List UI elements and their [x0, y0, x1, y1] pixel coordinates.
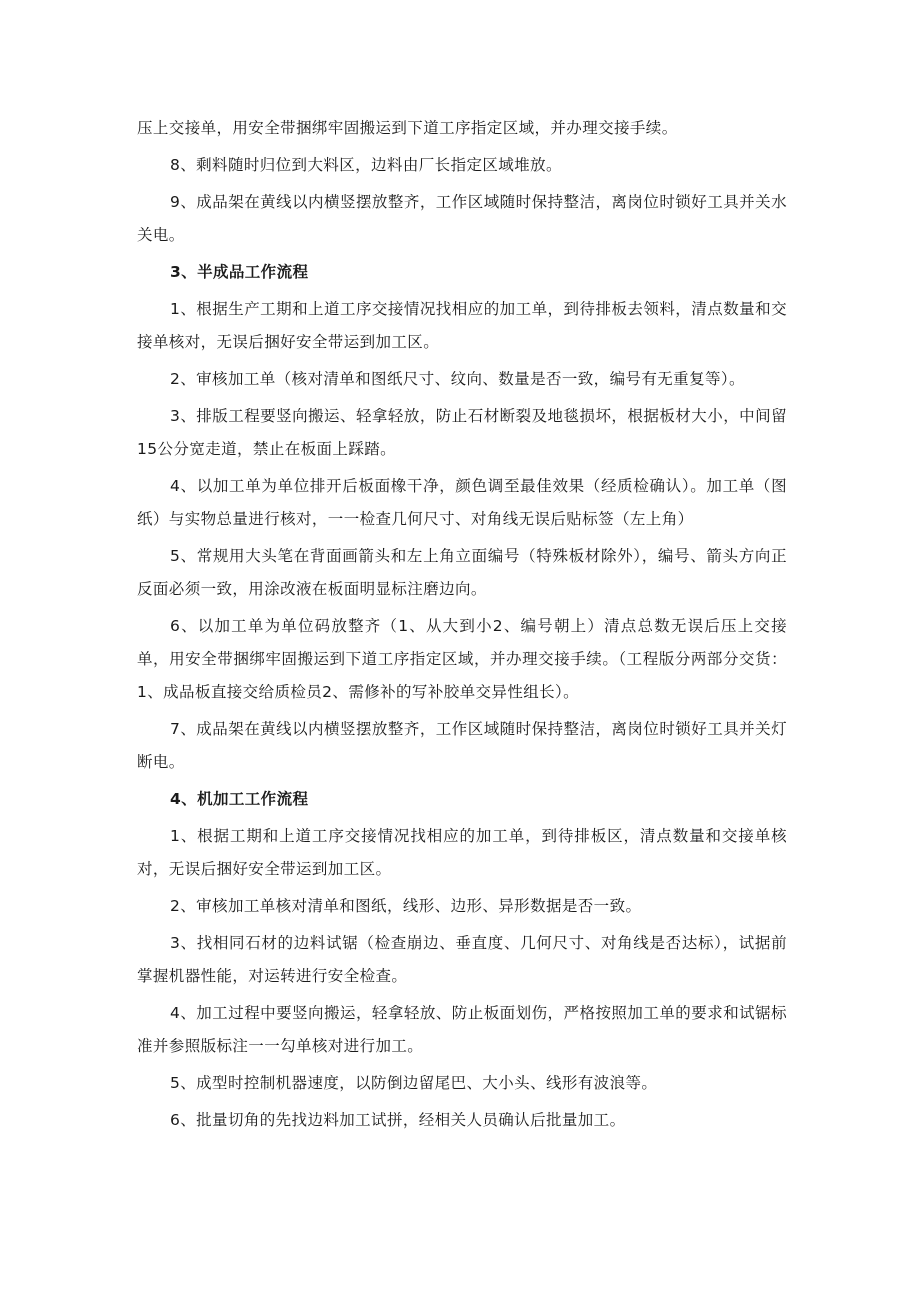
document-page	[137, 112, 787, 1141]
section-4-item-3: 3、找相同石材的边料试锯（检查崩边、垂直度、几何尺寸、对角线是否达标），试据前掌握机器性能，对运转进行安全检查。	[137, 934, 787, 985]
section-4-item-1: 1、根据工期和上道工序交接情况找相应的加工单，到待排板区，清点数量和交接单核对，无误后捆好安全带运到加工区。	[137, 827, 787, 878]
section-3-item-6: 6、以加工单为单位码放整齐（1、从大到小2、编号朝上）清点总数无误后压上交接单，用安全带捆绑牢固搬运到下道工序指定区域，并办理交接手续。（工程版分两部分交货：1、成品板直接交给质检员2、需修补的写补胶单交异性组长）。	[137, 617, 787, 701]
section-3-item-5: 5、常规用大头笔在背面画箭头和左上角立面编号（特殊板材除外），编号、箭头方向正反面必须一致，用涂改液在板面明显标注磨边向。	[137, 547, 787, 598]
section-3-item-4: 4、以加工单为单位排开后板面橡干净，颜色调至最佳效果（经质检确认）。加工单（图纸）与实物总量进行核对，一一检查几何尺寸、对角线无误后贴标签（左上角）	[137, 477, 787, 528]
section-4-item-6: 6、批量切角的先找边料加工试拼，经相关人员确认后批量加工。	[170, 1111, 626, 1129]
section-4-item-2: 2、审核加工单核对清单和图纸，线形、边形、异形数据是否一致。	[170, 897, 642, 915]
section-heading-4: 4、机加工工作流程	[170, 790, 309, 808]
section-3-item-1: 1、根据生产工期和上道工序交接情况找相应的加工单，到待排板去领料，清点数量和交接单核对，无误后捆好安全带运到加工区。	[137, 300, 787, 351]
paragraph-continuation: 压上交接单，用安全带捆绑牢固搬运到下道工序指定区域，并办理交接手续。	[137, 119, 678, 137]
section-heading-3: 3、半成品工作流程	[170, 263, 309, 281]
section-3-item-7: 7、成品架在黄线以内横竖摆放整齐，工作区域随时保持整洁，离岗位时锁好工具并关灯断电。	[137, 720, 787, 771]
section-3-item-2: 2、审核加工单（核对清单和图纸尺寸、纹向、数量是否一致，编号有无重复等）。	[170, 370, 745, 388]
section-4-item-4: 4、加工过程中要竖向搬运，轻拿轻放、防止板面划伤，严格按照加工单的要求和试锯标准并参照版标注一一勾单核对进行加工。	[137, 1004, 787, 1055]
section-3-item-3: 3、排版工程要竖向搬运、轻拿轻放，防止石材断裂及地毯损坏，根据板材大小，中间留15公分宽走道，禁止在板面上踩踏。	[137, 407, 787, 458]
paragraph-item-8: 8、剩料随时归位到大料区，边料由厂长指定区域堆放。	[170, 156, 562, 174]
paragraph-item-9: 9、成品架在黄线以内横竖摆放整齐，工作区域随时保持整洁，离岗位时锁好工具并关水关电。	[137, 193, 787, 244]
section-4-item-5: 5、成型时控制机器速度，以防倒边留尾巴、大小头、线形有波浪等。	[170, 1074, 658, 1092]
